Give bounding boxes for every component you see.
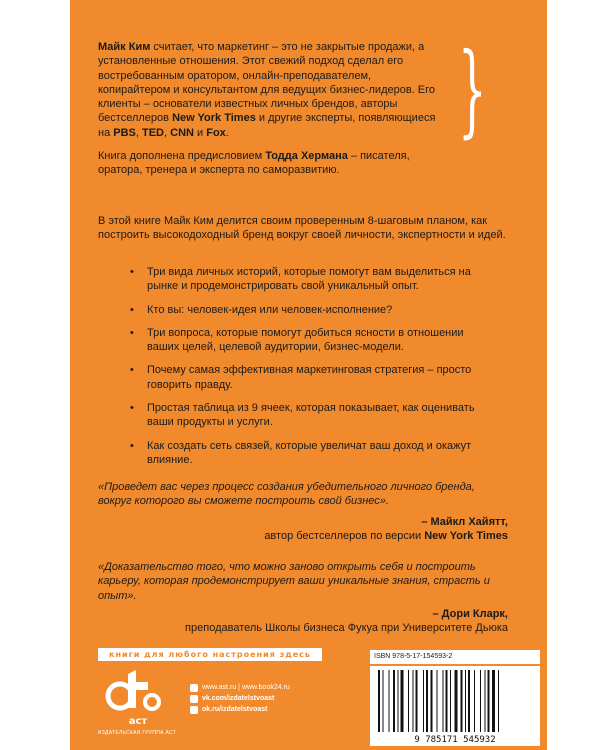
barcode-image — [370, 666, 540, 746]
bold-text-run: New York Times — [172, 112, 256, 125]
foreword-paragraph — [98, 149, 442, 178]
text-run: и — [193, 126, 207, 139]
site-links: www.ast.ru | www.book24.ru — [202, 684, 290, 691]
globe-icon — [190, 684, 198, 692]
bold-text-run: TED — [142, 126, 164, 139]
publisher-name: ИЗДАТЕЛЬСКАЯ ГРУППА АСТ — [97, 730, 177, 736]
quote-text: «Доказательство того, что можно заново открыть себя и построить карьеру, которая продемонстрирует ваши уникальные знания, страсть и опыт». — [98, 561, 490, 602]
review-quote-2 — [98, 560, 508, 635]
publisher-tagline: книги для любого настроения здесь — [98, 648, 322, 661]
text-run: . — [225, 126, 229, 139]
publisher-logo — [98, 668, 178, 728]
brace-ornament: } — [458, 31, 487, 148]
text-run: и другие эксперты, появляющиеся на — [98, 112, 436, 139]
text-run: считает, что маркетинг – это не закрытые продажи, а установленные отношения. Этот свежий подход сделал его востребованным оратором, онлайн-преподавателем, копирайтером и консультантом для ведущих бизнес-лидеров. Его клиенты – основатели известных личных брендов, авторы бестселлеров — [98, 41, 436, 125]
book-lead-paragraph: В этой книге Майк Ким делится своим проверенным 8-шаговым планом, как построить высокодоходный бренд вокруг своей личности, экспертности и идей. — [98, 215, 506, 242]
site-links-row — [190, 682, 290, 693]
vk-icon — [190, 695, 198, 703]
ok-link: ok.ru/izdatelstvoast — [202, 706, 268, 713]
bold-text-run: CNN — [170, 126, 194, 139]
list-item: • Три вида личных историй, которые помогут вам выделиться на рынке и продемонстрировать свой уникальный опыт. — [130, 265, 480, 294]
author-bio-paragraph — [98, 40, 442, 140]
list-item: • Три вопроса, которые помогут добиться ясности в отношении ваших целей, целевой аудитории, бизнес-модели. — [130, 326, 480, 355]
quote-text: «Проведет вас через процесс создания убедительного личного бренда, вокруг которого вы сможете построить свой бизнес». — [98, 481, 475, 508]
quote-author: – Дори Кларк, — [432, 607, 508, 620]
quote-author: – Майкл Хайятт, — [421, 515, 508, 528]
book-back-cover — [70, 0, 547, 750]
ok-icon — [190, 706, 198, 714]
vk-link: vk.com/izdatelstvoast — [202, 695, 275, 702]
review-quote-1 — [98, 480, 508, 543]
barcode-digits: 9 785171 545932 — [414, 735, 496, 745]
publisher-links — [190, 682, 290, 715]
list-item: • Почему самая эффективная маркетинговая стратегия – просто говорить правду. — [130, 363, 480, 392]
text-run: , — [164, 126, 171, 139]
feature-list — [130, 265, 480, 476]
text-run: , — [135, 126, 142, 139]
role-prefix: автор бестселлеров по версии — [264, 529, 425, 542]
vk-row — [190, 693, 290, 704]
logo-wordmark: аст — [128, 716, 148, 727]
isbn-barcode — [370, 650, 540, 747]
text-run: – писателя, оратора, тренера и эксперта по саморазвитию. — [98, 150, 410, 177]
quote-author-role: преподаватель Школы бизнеса Фукуа при Университете Дьюка — [185, 622, 508, 635]
ok-row — [190, 704, 290, 715]
list-item: • Кто вы: человек-идея или человек-исполнение? — [130, 303, 480, 317]
author-bio — [98, 40, 442, 178]
bold-text-run: Майк Ким — [98, 41, 151, 53]
bold-text-run: PBS — [113, 126, 136, 139]
barcode-bars — [378, 670, 499, 732]
role-highlight: New York Times — [424, 529, 508, 542]
isbn-number: ISBN 978-5-17-154593-2 — [370, 650, 540, 664]
text-run: Книга дополнена предисловием — [98, 150, 266, 163]
list-item: • Простая таблица из 9 ячеек, которая показывает, как оценивать ваши продукты и услуги. — [130, 401, 480, 430]
list-item: • Как создать сеть связей, которые увеличат ваш доход и окажут влияние. — [130, 439, 480, 468]
quote-author-role — [98, 529, 508, 543]
bold-text-run: Тодда Хермана — [265, 150, 348, 163]
bold-text-run: Fox — [206, 126, 226, 139]
